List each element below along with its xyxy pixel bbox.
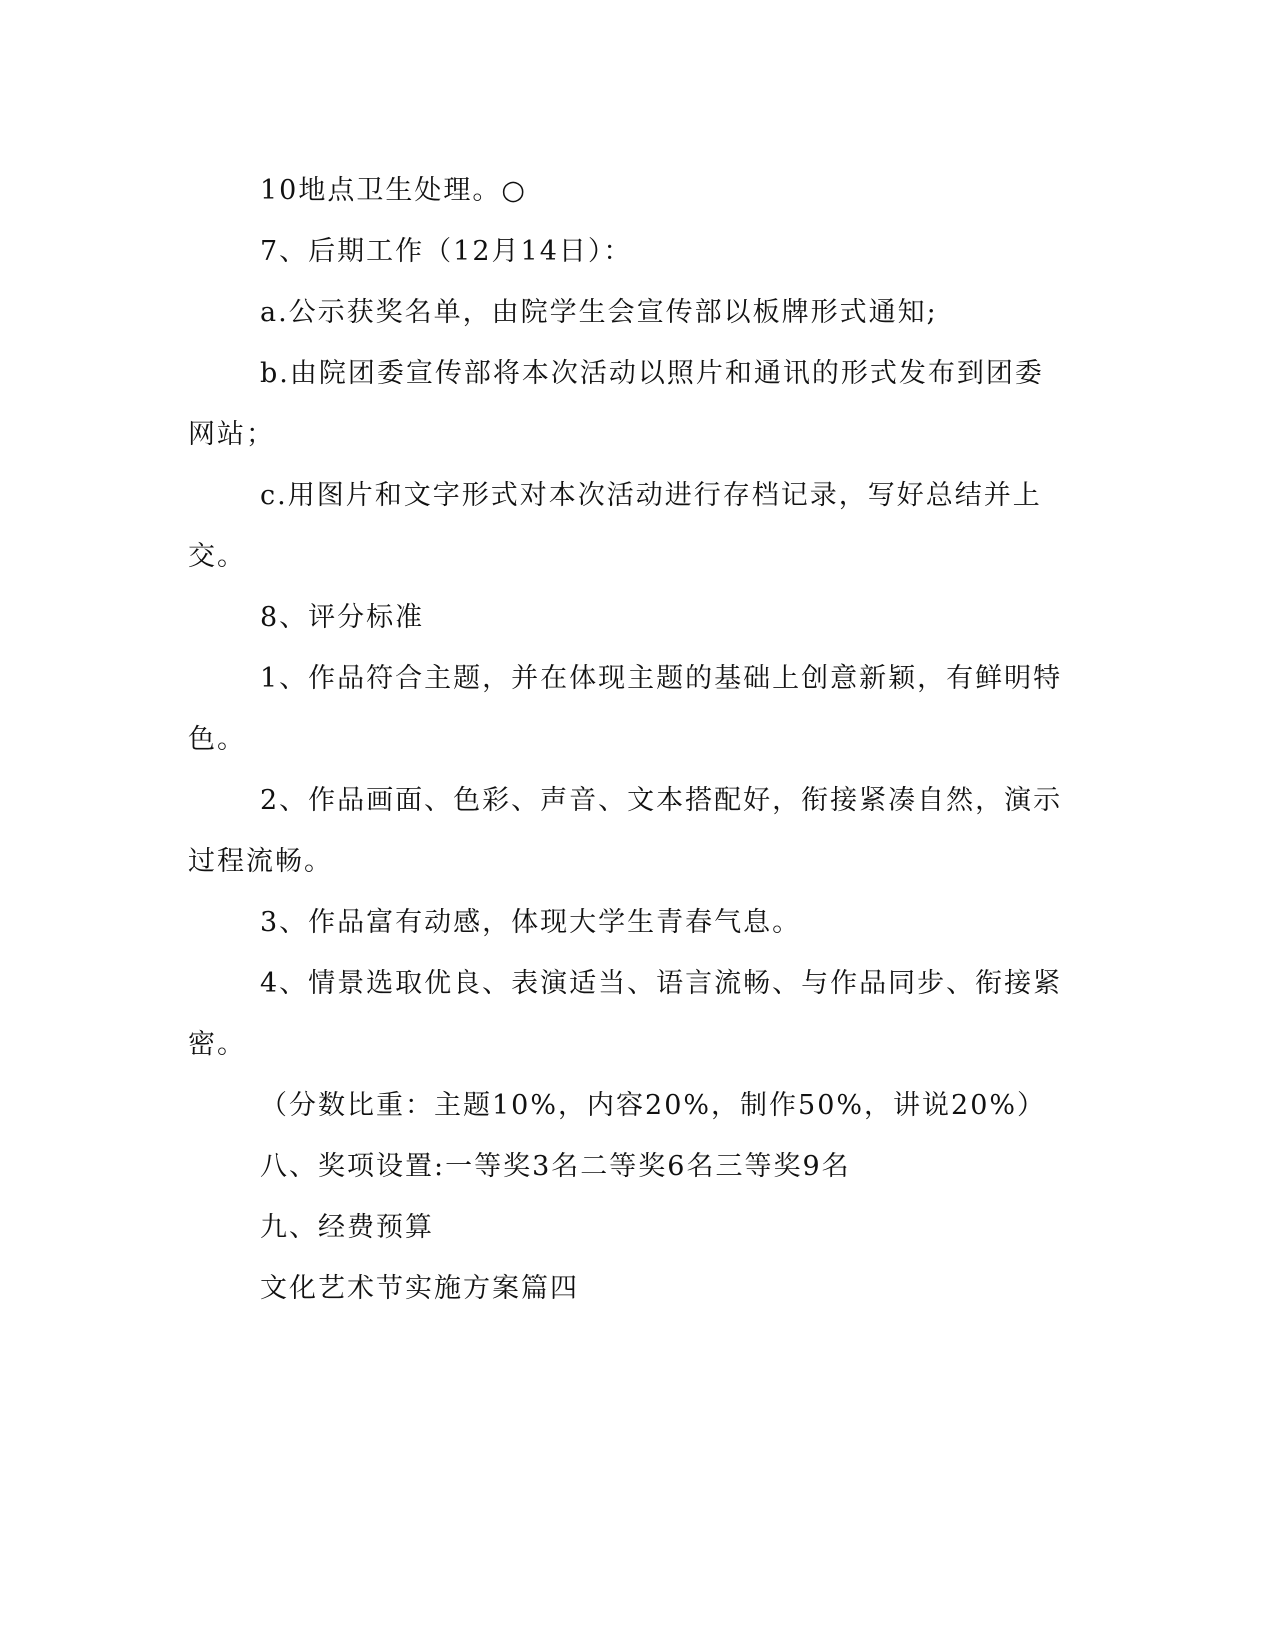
paragraph: c.用图片和文字形式对本次活动进行存档记录，写好总结并上交。 — [188, 480, 1042, 572]
paragraph: 八、奖项设置:一等奖3名二等奖6名三等奖9名 — [260, 1151, 851, 1182]
document-body — [188, 160, 1068, 1319]
paragraph: a.公示获奖名单，由院学生会宣传部以板牌形式通知; — [260, 297, 938, 328]
paragraph: b.由院团委宣传部将本次活动以照片和通讯的形式发布到团委网站； — [188, 358, 1044, 450]
paragraph: 1、作品符合主题，并在体现主题的基础上创意新颖，有鲜明特色。 — [188, 663, 1063, 755]
paragraph: 3、作品富有动感，体现大学生青春气息。 — [260, 907, 802, 938]
paragraph: 九、经费预算 — [260, 1212, 434, 1243]
paragraph: 7、后期工作（12月14日）： — [260, 236, 633, 267]
paragraph: 8、评分标准 — [260, 602, 425, 633]
paragraph: 4、情景选取优良、表演适当、语言流畅、与作品同步、衔接紧密。 — [188, 968, 1063, 1060]
paragraph: （分数比重：主题10%，内容20%，制作50%，讲说20%） — [260, 1090, 1047, 1121]
paragraph: 2、作品画面、色彩、声音、文本搭配好，衔接紧凑自然，演示过程流畅。 — [188, 785, 1063, 877]
paragraph: 10地点卫生处理。○ — [260, 175, 527, 206]
paragraph: 文化艺术节实施方案篇四 — [260, 1273, 579, 1304]
